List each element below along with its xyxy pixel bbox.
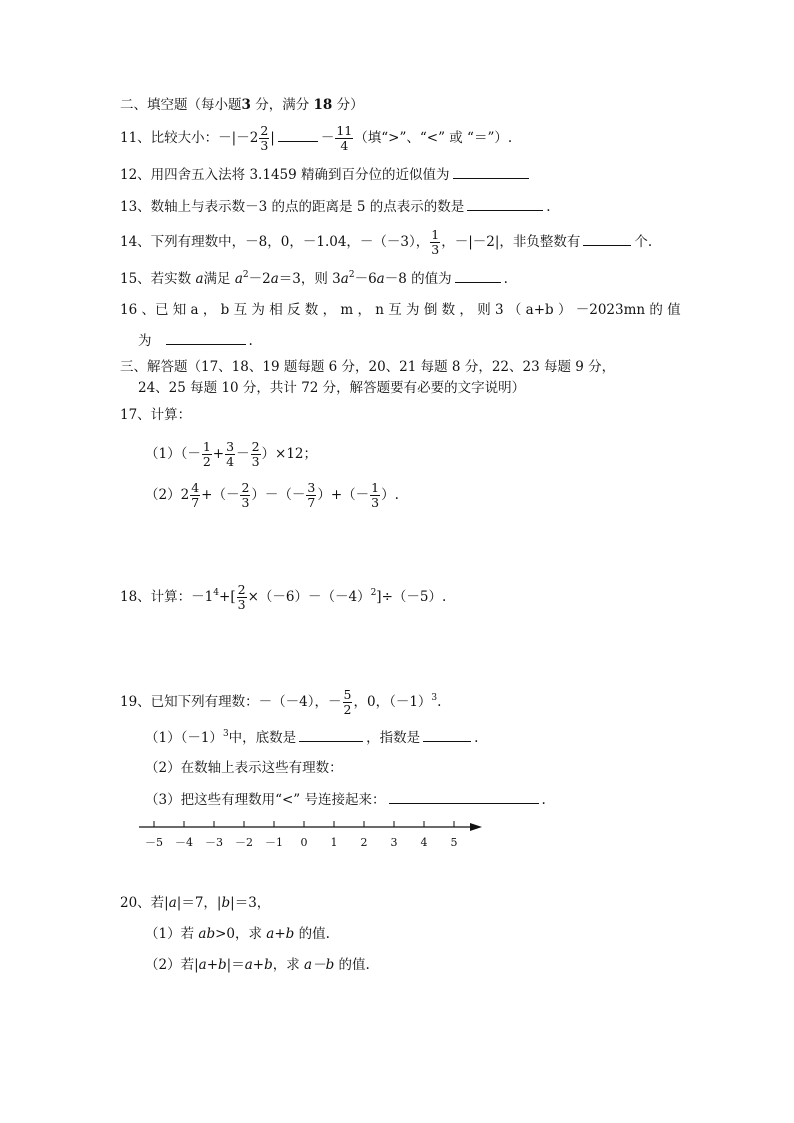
question-16-continued: 为 . [138,330,253,351]
answer-blank[interactable] [389,789,539,804]
number-line-label: －3 [205,836,223,849]
answer-blank[interactable] [166,330,246,345]
fraction: $\frac{3}{4}$ [226,439,235,469]
question-17-title: 17、计算： [120,407,192,423]
fraction: $\frac{2}{3}$ [237,582,246,612]
question-15: 15、若实数 a满足 $a^2-2a=3$，则 $3a^2-6a-8$ 的值为 . [120,270,508,287]
section-2-heading: 二、填空题（每小题3 分，满分 18 分） [120,97,364,113]
question-11: 11、比较大小：－|－2 $\frac{2}{3}$ | － $\frac{11}{4}$ （填“>”、“<” 或 “＝”）. [120,123,513,153]
question-13: 13、数轴上与表示数－3 的点的距离是 5 的点表示的数是 . [120,196,551,217]
fraction: $\frac{3}{7}$ [307,480,316,510]
question-16: 16 、已 知 a ， b 互 为 相 反 数 ， m ， n 互 为 倒 数 ， 则 3 （ a+b ） －2023mn 的 值 [120,302,681,318]
answer-blank[interactable] [423,727,471,742]
number-line-label: －5 [145,836,163,849]
section-3-heading-continued: 24、25 每题 10 分，共计 72 分，解答题要有必要的文字说明） [138,380,526,396]
fraction: $\frac{2}{3}$ [260,123,269,153]
question-12: 12、用四舍五入法将 3.1459 精确到百分位的近似值为 [120,164,532,185]
question-14: 14、下列有理数中，－8，0，－1.04，－（－3）， $\frac{1}{3}$ ，－|－2|，非负整数有 个. [120,227,653,257]
number-line [130,815,490,855]
question-19: 19、已知下列有理数：－（－4），－ $\frac{5}{2}$ ，0，$(-1)^3$. [120,687,442,717]
fraction: $\frac{1}{2}$ [202,439,211,469]
fraction: $\frac{1}{3}$ [371,480,380,510]
fraction: $\frac{1}{3}$ [431,227,440,257]
question-19-part-3: （3）把这些有理数用“<” 号连接起来： . [145,789,546,810]
number-line-label: －4 [175,836,193,849]
fraction: $\frac{4}{7}$ [191,480,200,510]
question-20: 20、若|a|＝7，|b|＝3， [120,895,271,911]
answer-blank[interactable] [467,196,543,211]
question-19-part-1: $(1)(-1)^3$中，底数是 ，指数是 . [145,729,479,746]
question-20-part-2: （2）若|a+b|＝a+b，求 a－b 的值. [145,957,370,973]
number-line-label: 4 [420,836,428,849]
fraction: $\frac{11}{4}$ [336,123,353,153]
answer-blank[interactable] [583,231,631,246]
fraction: $\frac{2}{3}$ [251,439,260,469]
number-line-arrow [470,823,482,831]
answer-blank[interactable] [278,127,318,142]
question-17-part-2: （2）2 $\frac{4}{7}$ +（－ $\frac{2}{3}$ ）－（－ $\frac{3}{7}$ ）+（－ $\frac{1}{3}$ ）. [145,480,399,510]
number-line-label: 3 [390,836,398,849]
answer-blank[interactable] [455,268,501,283]
number-line-label: 2 [360,836,368,849]
number-line-label: 5 [450,836,458,849]
number-line-label: 0 [300,836,308,849]
number-line-label: －2 [235,836,253,849]
number-line-label: 1 [330,836,338,849]
fraction: $\frac{5}{2}$ [343,687,352,717]
number-line-label: －1 [265,836,283,849]
question-17-part-1: （1）（－ $\frac{1}{2}$ + $\frac{3}{4}$ － $\frac{2}{3}$ ）×12； [145,439,318,469]
question-18: 18、计算：$-1^4+$[ $\frac{2}{3}$ $\times(-6)-(-4)^2]\div(-5)$. [120,582,447,612]
fraction: $\frac{2}{3}$ [241,480,250,510]
question-19-part-2: （2）在数轴上表示这些有理数： [145,760,343,776]
answer-blank[interactable] [453,164,529,179]
answer-blank[interactable] [299,727,363,742]
section-3-heading: 三、解答题（17、18、19 题每题 6 分，20、21 每题 8 分，22、23 每题 9 分， [120,359,616,375]
question-20-part-1: （1）若 ab>0，求 a+b 的值. [145,926,330,942]
